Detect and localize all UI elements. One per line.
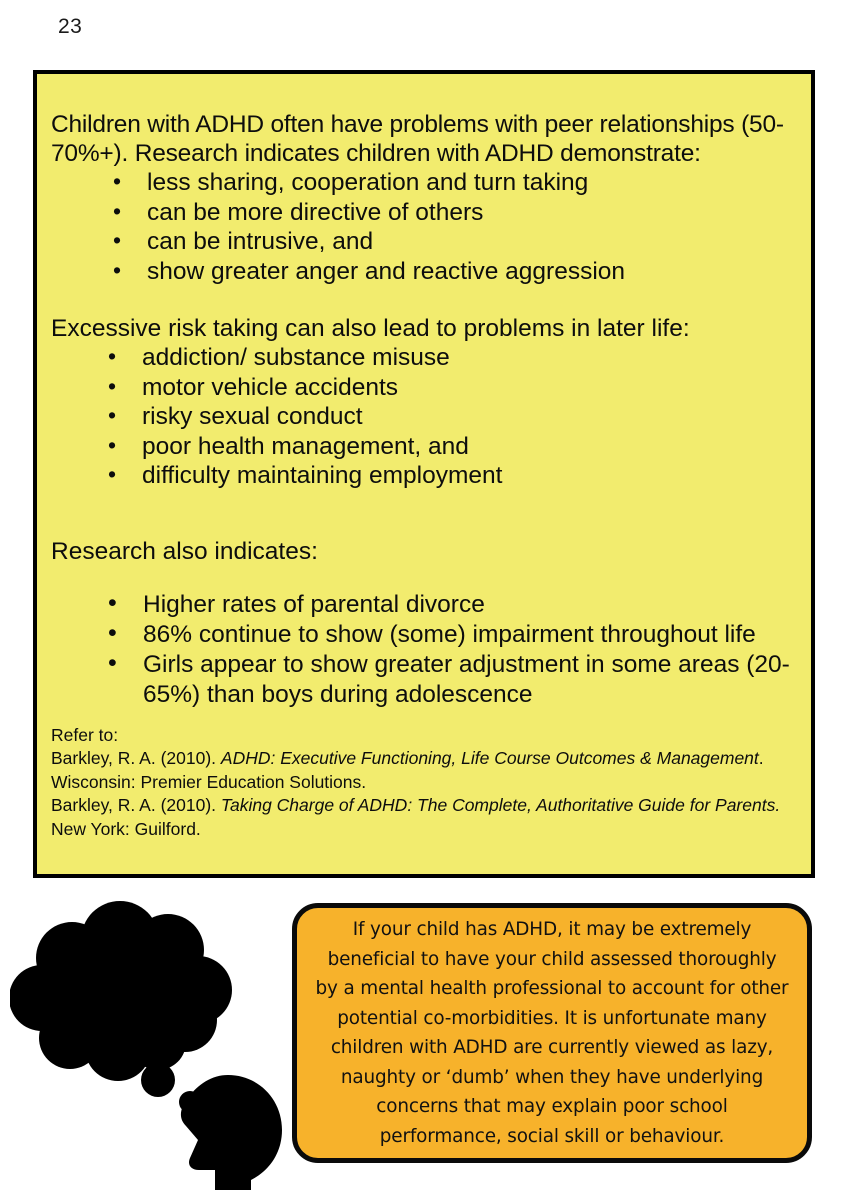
list-item: • Higher rates of parental divorce: [51, 590, 797, 620]
list-item: • difficulty maintaining employment: [51, 461, 797, 491]
research-heading: Research also indicates:: [51, 537, 318, 565]
references-block: [51, 724, 797, 842]
reference-2-title: Taking Charge of ADHD: The Complete, Authoritative Guide for Parents.: [220, 795, 781, 815]
research-bullet-list: [51, 590, 797, 710]
advice-callout-box: [292, 903, 812, 1163]
advice-callout-text: If your child has ADHD, it may be extremely beneficial to have your child assessed thoroughly by a mental health professional to account for other potential co-morbidities. It is unfortunate many children with ADHD are currently viewed as lazy, naughty or ‘dumb’ when they have underlying concerns that may explain poor school performance, social skill or behaviour.: [315, 919, 789, 1147]
reference-1-publisher: . Wisconsin: Premier Education Solutions.: [51, 748, 764, 792]
intro-paragraph: Children with ADHD often have problems with peer relationships (50-70%+). Research indicates children with ADHD demonstrate:: [51, 111, 784, 167]
list-item: • motor vehicle accidents: [51, 373, 797, 403]
reference-2-author: Barkley, R. A. (2010).: [51, 795, 221, 815]
peer-relationship-bullet-list: [51, 168, 797, 286]
reference-entry-2: [51, 794, 787, 841]
head-silhouette: [181, 1075, 282, 1190]
section-spacer: [51, 491, 797, 537]
list-item: • show greater anger and reactive aggression: [51, 257, 797, 287]
refer-to-label: Refer to:: [51, 724, 119, 745]
list-item: • poor health management, and: [51, 432, 797, 462]
thought-bubble-icon: [10, 890, 300, 1190]
reference-2-publisher: New York: Guilford.: [51, 818, 201, 839]
thought-cloud-shape: [10, 901, 232, 1081]
list-item: • Girls appear to show greater adjustment in some areas (20-65%) than boys during adolescence: [51, 650, 797, 710]
thought-trail-bubble-large: [141, 1063, 175, 1097]
yellow-content-box: [33, 70, 815, 878]
risk-taking-bullet-list: [51, 343, 797, 491]
list-item: • less sharing, cooperation and turn taking: [51, 168, 797, 198]
risk-taking-heading: Excessive risk taking can also lead to problems in later life:: [51, 315, 690, 342]
page-number: 23: [58, 15, 83, 38]
reference-entry-1: [51, 747, 787, 794]
list-item: • can be intrusive, and: [51, 227, 797, 257]
list-item: • addiction/ substance misuse: [51, 343, 797, 373]
yellow-box-inner: [37, 74, 811, 874]
list-item: • 86% continue to show (some) impairment throughout life: [51, 620, 797, 650]
list-item: • can be more directive of others: [51, 198, 797, 228]
list-item: • risky sexual conduct: [51, 402, 797, 432]
section-spacer: [51, 566, 797, 590]
reference-1-title: ADHD: Executive Functioning, Life Course Outcomes & Management: [220, 748, 759, 768]
section-spacer: [51, 286, 797, 314]
reference-1-author: Barkley, R. A. (2010).: [51, 748, 221, 768]
